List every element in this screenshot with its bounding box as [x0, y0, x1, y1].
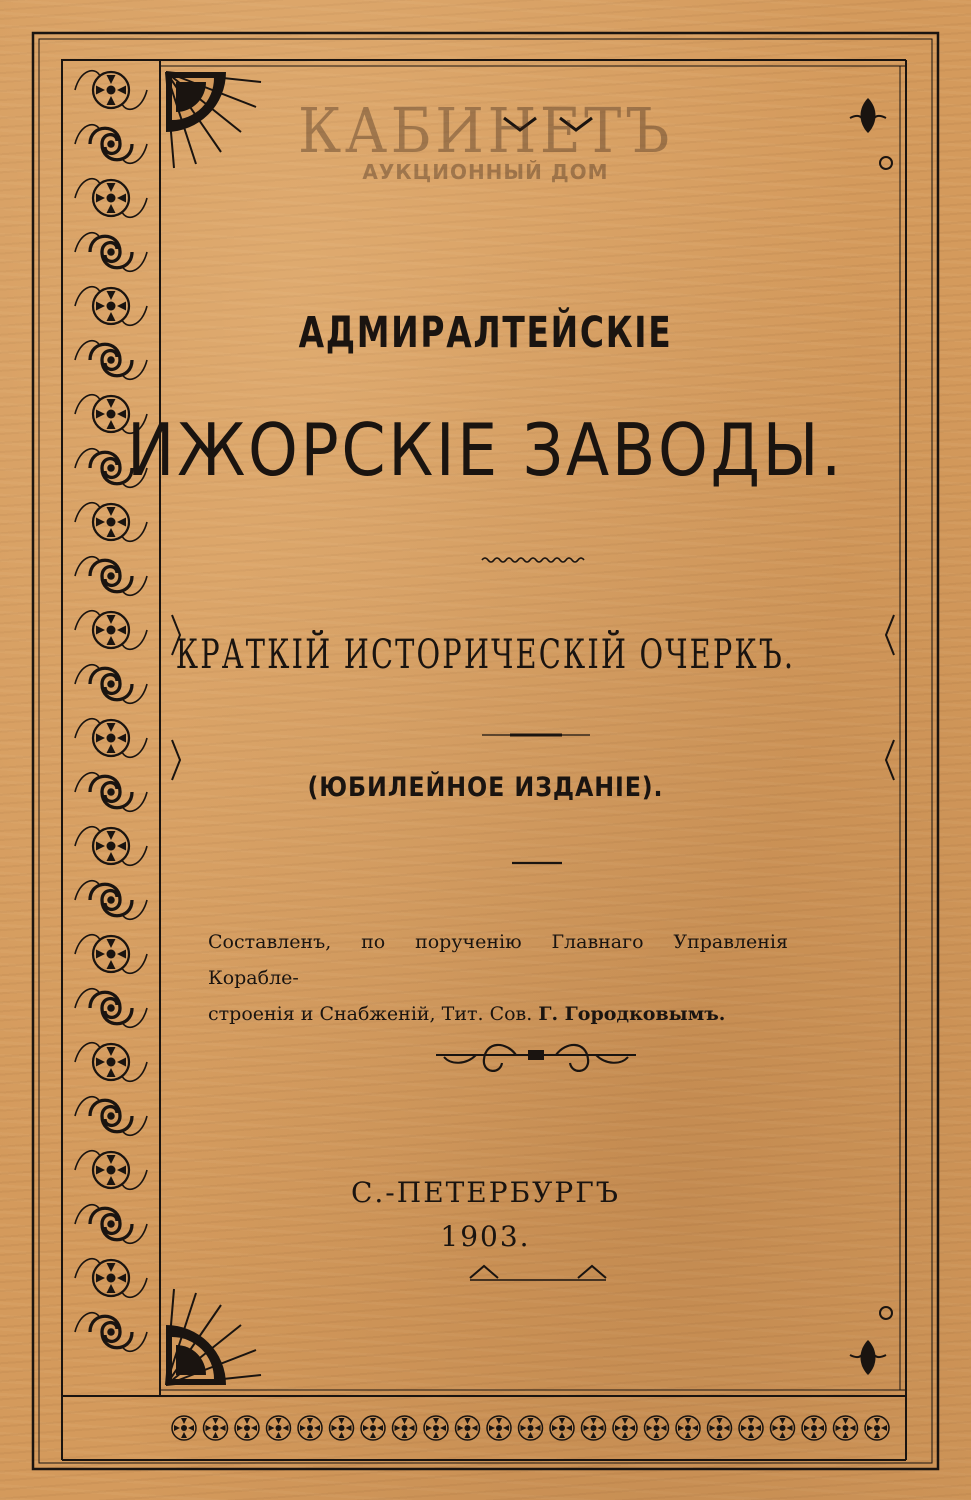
wavy-separator — [482, 558, 584, 562]
byline-line-2 — [208, 996, 788, 1032]
publication-place: С.-ПЕТЕРБУРГЪ — [350, 1176, 621, 1209]
title-line-1: АДМИРАЛТЕЙСКІЕ — [298, 308, 673, 358]
outer-border — [33, 33, 938, 1469]
bottom-right-fleur-ornament — [850, 1307, 892, 1375]
scroll-flourish-ornament — [436, 1045, 636, 1071]
byline-line-2-prefix: строенія и Снабженій, Тит. Сов. — [208, 1003, 533, 1025]
edition-note: (ЮБИЛЕЙНОЕ ИЗДАНІЕ). — [307, 772, 664, 803]
bottom-left-sunburst-ornament — [166, 1289, 261, 1385]
byline-author: Г. Городковымъ. — [538, 1003, 726, 1025]
watermark-subtitle: АУКЦИОННЫЙ ДОМ — [362, 160, 609, 184]
right-diamond-ornament-1 — [886, 615, 894, 655]
publication-year: 1903. — [440, 1220, 531, 1253]
byline — [208, 924, 788, 1032]
watermark-name: КАБИНЕТЪ — [298, 94, 673, 167]
left-scroll-pattern — [75, 71, 147, 1352]
bottom-chevron-ornament — [470, 1266, 606, 1278]
byline-line-1: Составленъ, по порученію Главнаго Управленія Корабле- — [208, 931, 788, 989]
bottom-flower-band — [172, 1416, 889, 1440]
subtitle: КРАТКІЙ ИСТОРИЧЕСКІЙ ОЧЕРКЪ. — [175, 632, 796, 678]
title-line-2: ИЖОРСКІЕ ЗАВОДЫ. — [127, 408, 844, 492]
